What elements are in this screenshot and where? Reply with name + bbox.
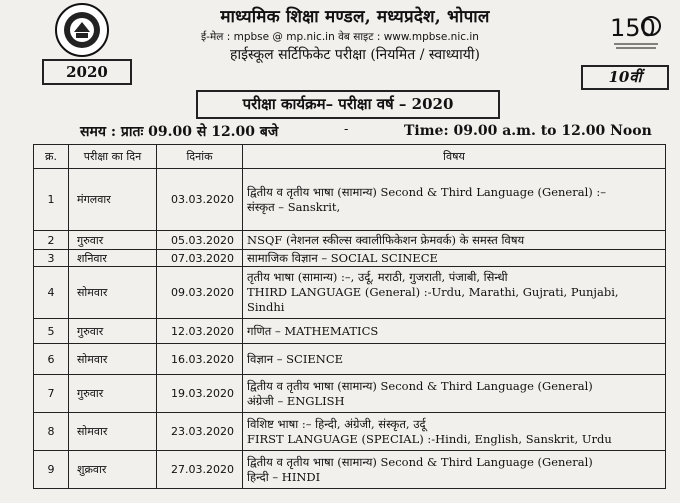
row-sno: 8 <box>34 413 69 451</box>
header-sno: क्र. <box>34 145 69 169</box>
board-title: माध्यमिक शिक्षा मण्डल, मध्यप्रदेश, भोपाल <box>220 7 490 27</box>
table-row <box>34 413 666 451</box>
contact-info: ई-मेल : mpbse @ mp.nic.in वेब साइट : www.mpbse.nic.in <box>201 31 479 43</box>
table-row <box>34 231 666 250</box>
exam-subtitle: हाईस्कूल सर्टिफिकेट परीक्षा (नियमित / स्वाध्यायी) <box>230 47 480 63</box>
row-date: 05.03.2020 <box>157 231 243 250</box>
program-title: परीक्षा कार्यक्रम– परीक्षा वर्ष – 2020 <box>196 90 500 119</box>
table-row <box>34 344 666 375</box>
subject-line: तृतीय भाषा (सामान्य) :–, उर्दू, मराठी, गुजराती, पंजाबी, सिन्धी <box>247 270 508 284</box>
row-date: 09.03.2020 <box>157 267 243 319</box>
time-hindi: समय : प्रातः 09.00 से 12.00 बजे <box>80 124 279 140</box>
row-sno: 6 <box>34 344 69 375</box>
table-header-row <box>34 145 666 169</box>
row-sno: 7 <box>34 375 69 413</box>
row-subject <box>243 319 666 344</box>
board-seal-icon <box>54 2 110 58</box>
row-day: शुक्रवार <box>69 451 157 489</box>
row-date: 16.03.2020 <box>157 344 243 375</box>
class-box: 10वीं <box>581 65 669 90</box>
separator-dash: - <box>344 122 349 137</box>
subject-line: Sindhi <box>247 300 285 314</box>
subject-line: अंग्रेजी – ENGLISH <box>247 393 345 408</box>
row-date: 07.03.2020 <box>157 250 243 267</box>
subject-line: द्वितीय व तृतीय भाषा (सामान्य) Second & Third Language (General) :– <box>247 184 607 199</box>
emblem-number: 150 <box>610 14 656 42</box>
150-years-emblem-icon <box>606 8 664 54</box>
row-day: सोमवार <box>69 413 157 451</box>
table-row <box>34 169 666 231</box>
row-subject <box>243 344 666 375</box>
subject-line: विज्ञान – SCIENCE <box>247 351 344 366</box>
table-row <box>34 267 666 319</box>
subject-line: NSQF (नेशनल स्कील्स क्वालीफिकेशन फ्रेमवर्क) के समस्त विषय <box>247 232 525 247</box>
subject-line: FIRST LANGUAGE (SPECIAL) :-Hindi, English, Sanskrit, Urdu <box>247 431 612 446</box>
subject-line: सामाजिक विज्ञान – SOCIAL SCINECE <box>247 250 438 265</box>
row-day: शनिवार <box>69 250 157 267</box>
row-date: 12.03.2020 <box>157 319 243 344</box>
subject-line: द्वितीय व तृतीय भाषा (सामान्य) Second & Third Language (General) <box>247 454 593 469</box>
row-day: सोमवार <box>69 267 157 319</box>
subject-line: गणित – MATHEMATICS <box>247 323 379 338</box>
time-english: Time: 09.00 a.m. to 12.00 Noon <box>404 123 652 139</box>
subject-line: हिन्दी – HINDI <box>247 469 321 484</box>
header-date: दिनांक <box>157 145 243 169</box>
subject-line: विशिष्ट भाषा :– हिन्दी, अंग्रेजी, संस्कृत, उर्दू <box>247 416 426 431</box>
row-date: 19.03.2020 <box>157 375 243 413</box>
row-subject <box>243 169 666 231</box>
table-row <box>34 451 666 489</box>
table-row <box>34 319 666 344</box>
row-subject <box>243 250 666 267</box>
row-date: 23.03.2020 <box>157 413 243 451</box>
year-box: 2020 <box>42 59 132 85</box>
row-day: सोमवार <box>69 344 157 375</box>
row-sno: 2 <box>34 231 69 250</box>
row-date: 27.03.2020 <box>157 451 243 489</box>
header-subject: विषय <box>243 145 666 169</box>
row-sno: 3 <box>34 250 69 267</box>
row-sno: 4 <box>34 267 69 319</box>
row-day: मंगलवार <box>69 169 157 231</box>
row-sno: 5 <box>34 319 69 344</box>
row-day: गुरुवार <box>69 375 157 413</box>
row-subject <box>243 451 666 489</box>
header-day: परीक्षा का दिन <box>69 145 157 169</box>
table-row <box>34 250 666 267</box>
row-sno: 9 <box>34 451 69 489</box>
row-subject <box>243 231 666 250</box>
row-subject <box>243 375 666 413</box>
row-subject <box>243 267 666 319</box>
table-row <box>34 375 666 413</box>
row-day: गुरुवार <box>69 231 157 250</box>
row-date: 03.03.2020 <box>157 169 243 231</box>
subject-line: THIRD LANGUAGE (General) :-Urdu, Marathi, Gujrati, Punjabi, <box>247 285 619 299</box>
subject-line: द्वितीय व तृतीय भाषा (सामान्य) Second & Third Language (General) <box>247 378 593 393</box>
subject-line: संस्कृत – Sanskrit, <box>247 199 341 214</box>
row-sno: 1 <box>34 169 69 231</box>
row-day: गुरुवार <box>69 319 157 344</box>
exam-schedule-table <box>33 144 666 489</box>
row-subject <box>243 413 666 451</box>
